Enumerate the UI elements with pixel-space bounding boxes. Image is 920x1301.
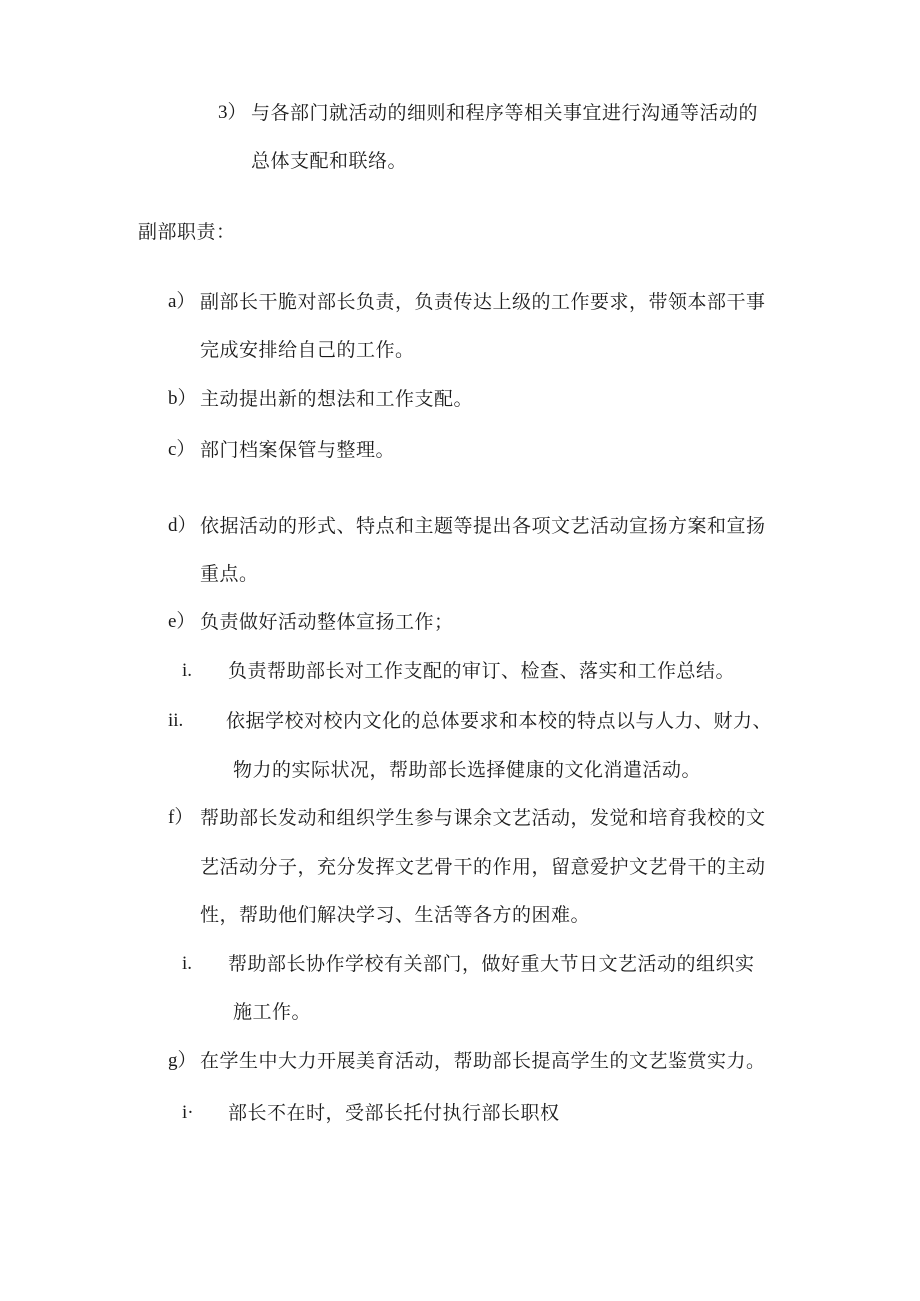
sub-list-item-text: 物力的实际状况，帮助部长选择健康的文化消遣活动。 (233, 759, 702, 781)
list-item-text: 艺活动分子，充分发挥文艺骨干的作用，留意爱护文艺骨干的主动 (200, 856, 766, 878)
list-item-text: 总体支配和联络。 (251, 150, 408, 172)
sub-list-marker: i· (182, 1102, 194, 1123)
sub-list-marker: ii. (168, 710, 184, 731)
list-item-text: 部门档案保管与整理。 (200, 439, 396, 461)
sub-list-item-text: 施工作。 (233, 1001, 312, 1023)
list-item-text: 性，帮助他们解决学习、生活等各方的困难。 (200, 904, 591, 926)
list-marker: b） (168, 388, 197, 409)
list-item-text: 在学生中大力开展美育活动，帮助部长提高学生的文艺鉴赏实力。 (200, 1050, 766, 1072)
list-item-text: 与各部门就活动的细则和程序等相关事宜进行沟通等活动的 (251, 102, 759, 124)
list-item-text: 主动提出新的想法和工作支配。 (200, 388, 474, 410)
sub-list-item-text: 帮助部长协作学校有关部门，做好重大节日文艺活动的组织实 (228, 953, 755, 975)
sub-list-marker: i. (182, 953, 193, 974)
section-heading: 副部职责： (138, 221, 236, 243)
list-item-text: 负责做好活动整体宣扬工作； (200, 611, 454, 633)
sub-list-item-text: 负责帮助部长对工作支配的审订、检查、落实和工作总结。 (228, 660, 736, 682)
sub-list-item-text: 依据学校对校内文化的总体要求和本校的特点以与人力、财力、 (226, 710, 773, 732)
list-marker: f） (168, 807, 194, 828)
sub-list-item-text: 部长不在时，受部长托付执行部长职权 (228, 1102, 560, 1124)
sub-list-marker: i. (182, 660, 193, 681)
list-item-text: 副部长干脆对部长负责，负责传达上级的工作要求，带领本部干事 (200, 291, 766, 313)
list-item-text: 完成安排给自己的工作。 (200, 339, 415, 361)
list-marker: e） (168, 611, 196, 632)
list-marker: c） (168, 439, 196, 460)
list-marker: 3） (218, 102, 247, 123)
list-item-text: 重点。 (200, 563, 259, 585)
list-marker: g） (168, 1050, 197, 1071)
list-item-text: 帮助部长发动和组织学生参与课余文艺活动，发觉和培育我校的文 (200, 807, 766, 829)
list-item-text: 依据活动的形式、特点和主题等提出各项文艺活动宣扬方案和宣扬 (200, 515, 766, 537)
list-marker: a） (168, 291, 196, 312)
list-marker: d） (168, 515, 197, 536)
